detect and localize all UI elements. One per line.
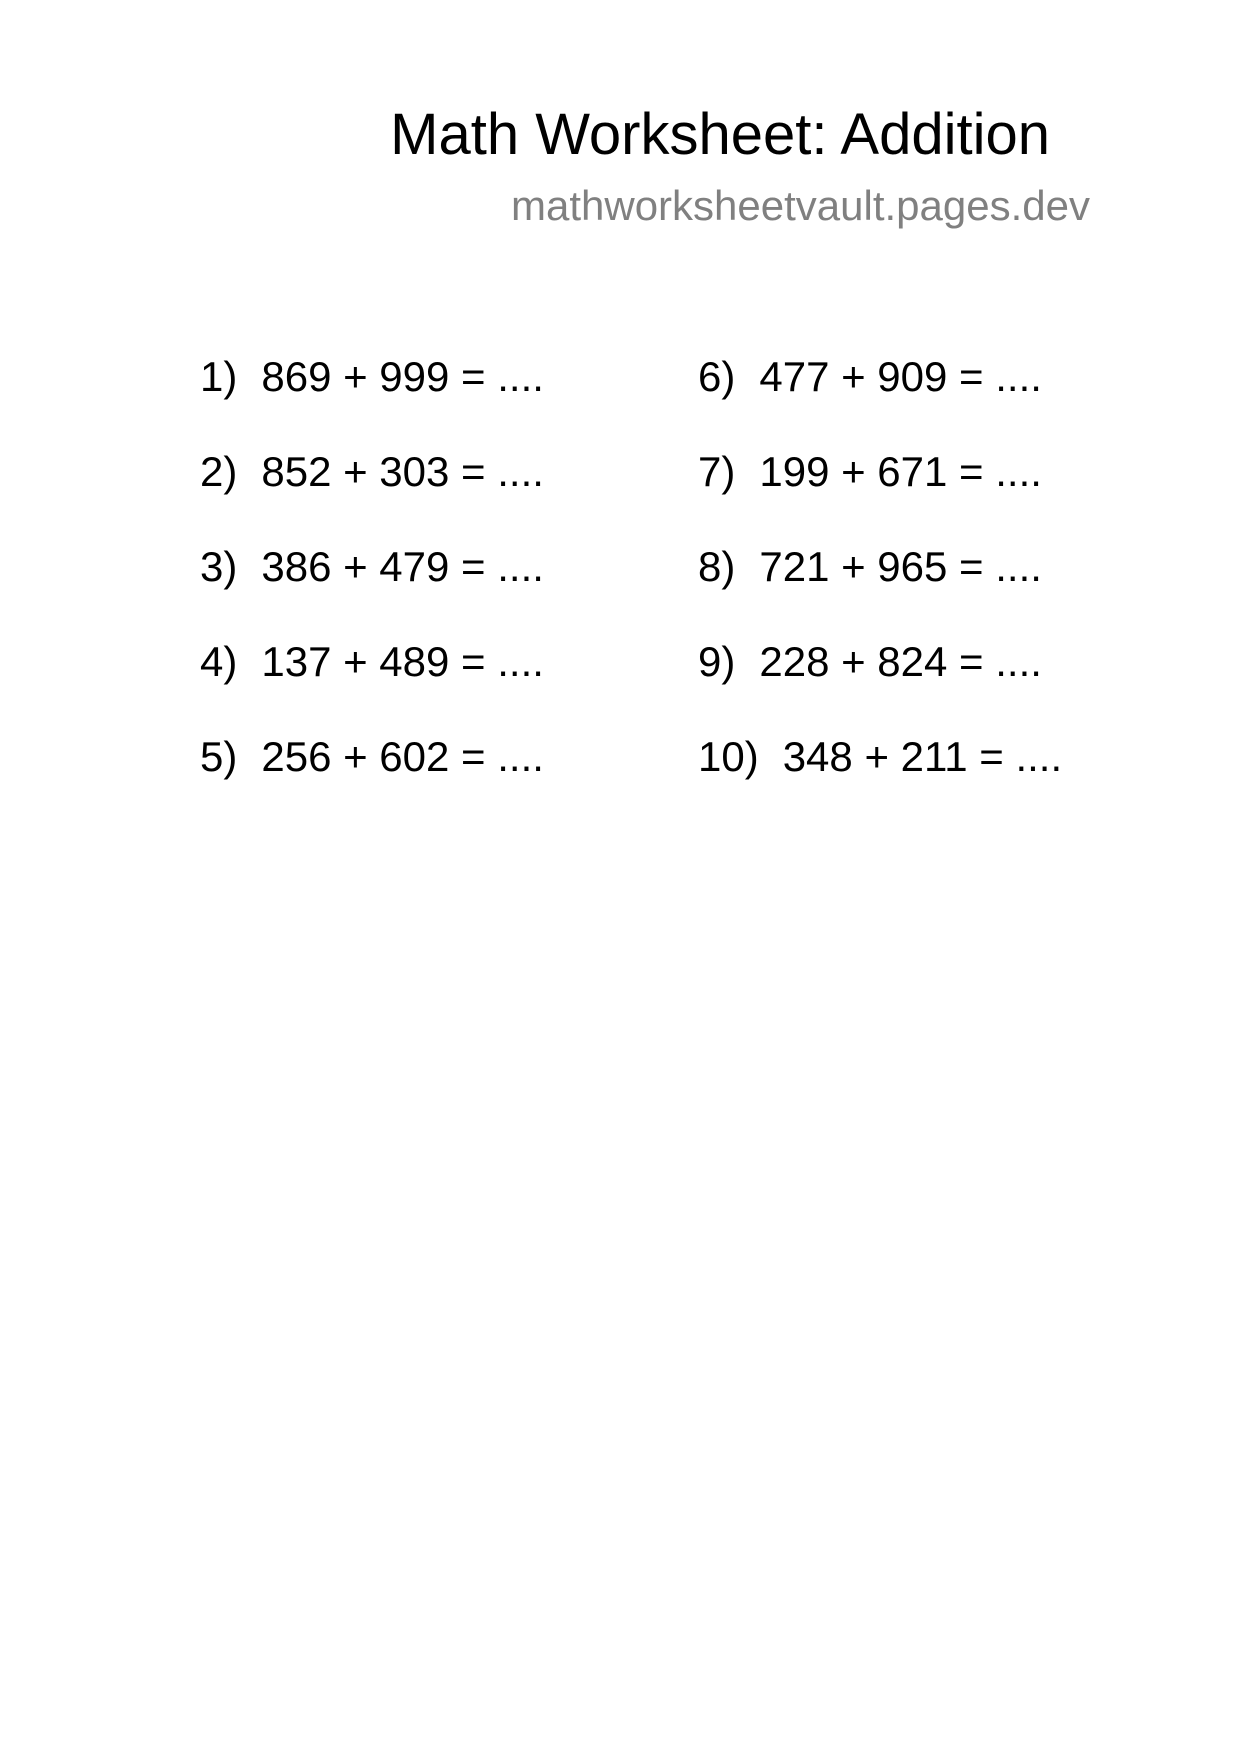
problem-number: 2) — [200, 448, 238, 495]
problem-item — [200, 446, 544, 541]
problem-item — [698, 351, 1062, 446]
problem-number: 9) — [698, 638, 736, 685]
problem-item — [200, 541, 544, 636]
problem-number: 5) — [200, 733, 238, 780]
problem-item — [698, 541, 1062, 636]
problem-item — [698, 731, 1062, 826]
problem-expression: 852 + 303 = .... — [261, 448, 544, 495]
problem-number: 4) — [200, 638, 238, 685]
problem-number: 1) — [200, 353, 238, 400]
problem-expression: 721 + 965 = .... — [759, 543, 1042, 590]
problem-expression: 477 + 909 = .... — [759, 353, 1042, 400]
problem-number: 8) — [698, 543, 736, 590]
problem-item — [200, 636, 544, 731]
problems-column-right — [698, 351, 1062, 826]
problem-item — [200, 731, 544, 826]
worksheet-title: Math Worksheet: Addition — [390, 102, 1050, 167]
problem-expression: 199 + 671 = .... — [759, 448, 1042, 495]
problem-number: 10) — [698, 733, 759, 780]
problem-item — [698, 636, 1062, 731]
source-url: mathworksheetvault.pages.dev — [511, 182, 1090, 229]
problems-column-left — [200, 351, 544, 826]
problem-number: 6) — [698, 353, 736, 400]
problem-expression: 869 + 999 = .... — [261, 353, 544, 400]
problem-item — [698, 446, 1062, 541]
problem-expression: 137 + 489 = .... — [261, 638, 544, 685]
problem-expression: 386 + 479 = .... — [261, 543, 544, 590]
problem-number: 7) — [698, 448, 736, 495]
problem-expression: 228 + 824 = .... — [759, 638, 1042, 685]
problem-item — [200, 351, 544, 446]
problem-expression: 348 + 211 = .... — [782, 733, 1063, 780]
problem-number: 3) — [200, 543, 238, 590]
problem-expression: 256 + 602 = .... — [261, 733, 544, 780]
